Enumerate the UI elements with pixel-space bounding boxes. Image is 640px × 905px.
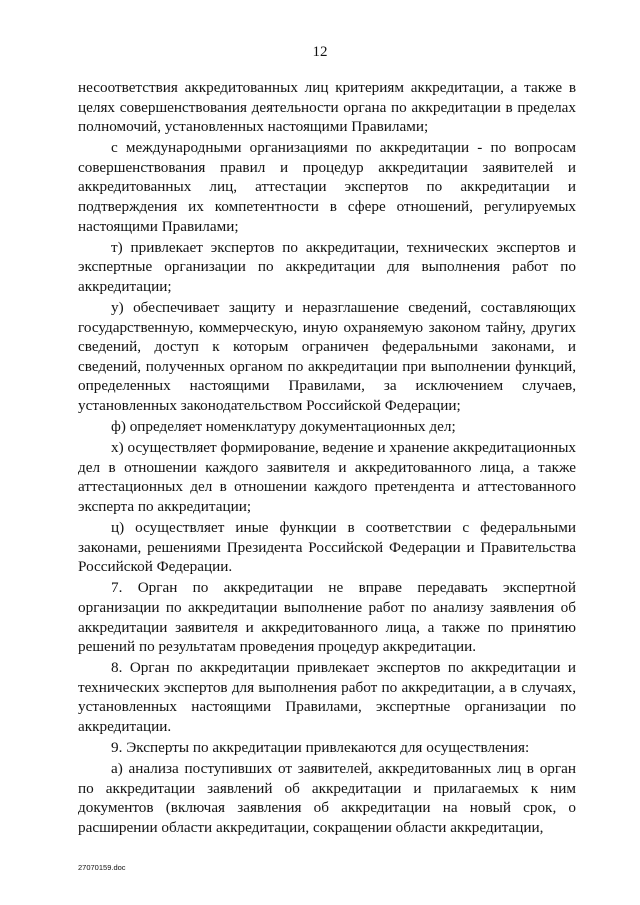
page-number: 12 [312,44,328,60]
paragraph-continuation: несоответствия аккредитованных лиц критериям аккредитации, а также в целях совершенствования деятельности органа по аккредитации в пределах полномочий, установленных настоящими Правилами; [78,79,576,136]
paragraph-clause-8: 8. Орган по аккредитации привлекает экспертов по аккредитации и технических экспертов для выполнения работ по аккредитации, а в случаях, установленных настоящими Правилами, экспертные организации по аккредитации. [78,659,576,735]
paragraph-international-orgs: с международными организациями по аккредитации - по вопросам совершенствования правил и процедур аккредитации заявителей и аккредитованных лиц, аттестации экспертов по аккредитации и подтверждения их компетентности в сфере отношений, регулируемых настоящими Правилами; [78,139,576,235]
paragraph-item-a: а) анализа поступивших от заявителей, аккредитованных лиц в орган по аккредитации заявлений об аккредитации и прилагаемых к ним документов (включая заявления об аккредитации на новый срок, о расширении области аккредитации, сокращении области аккредитации, [78,760,576,836]
paragraph-item-t: т) привлекает экспертов по аккредитации, технических экспертов и экспертные организации по аккредитации для выполнения работ по аккредитации; [78,238,576,295]
paragraph-item-f: ф) определяет номенклатуру документационных дел; [111,418,456,436]
paragraph-item-u: у) обеспечивает защиту и неразглашение сведений, составляющих государственную, коммерческую, иную охраняемую законом тайну, других сведений, доступ к которым ограничен федеральными законами, и сведений, полученных органом по аккредитации при выполнении функций, определенных настоящими Правилами, за исключением случаев, установленных законодательством Российской Федерации; [78,299,576,414]
paragraph-item-ts: ц) осуществляет иные функции в соответствии с федеральными законами, решениями Президента Российской Федерации и Правительства Российской Федерации. [78,519,576,576]
paragraph-item-kh: х) осуществляет формирование, ведение и хранение аккредитационных дел в отношении каждого заявителя и аккредитованного лица, а также аттестационных дел в отношении каждого претендента и аттестованного эксперта по аккредитации; [78,439,576,515]
paragraph-clause-7: 7. Орган по аккредитации не вправе передавать экспертной организации по аккредитации выполнение работ по анализу заявления об аккредитации заявителя и аккредитованного лица, а также по принятию решений по результатам проведения процедур аккредитации. [78,579,576,656]
paragraph-clause-9: 9. Эксперты по аккредитации привлекаются для осуществления: [111,739,530,757]
document-body [78,78,576,839]
footer-filename: 27070159.doc [78,863,126,872]
